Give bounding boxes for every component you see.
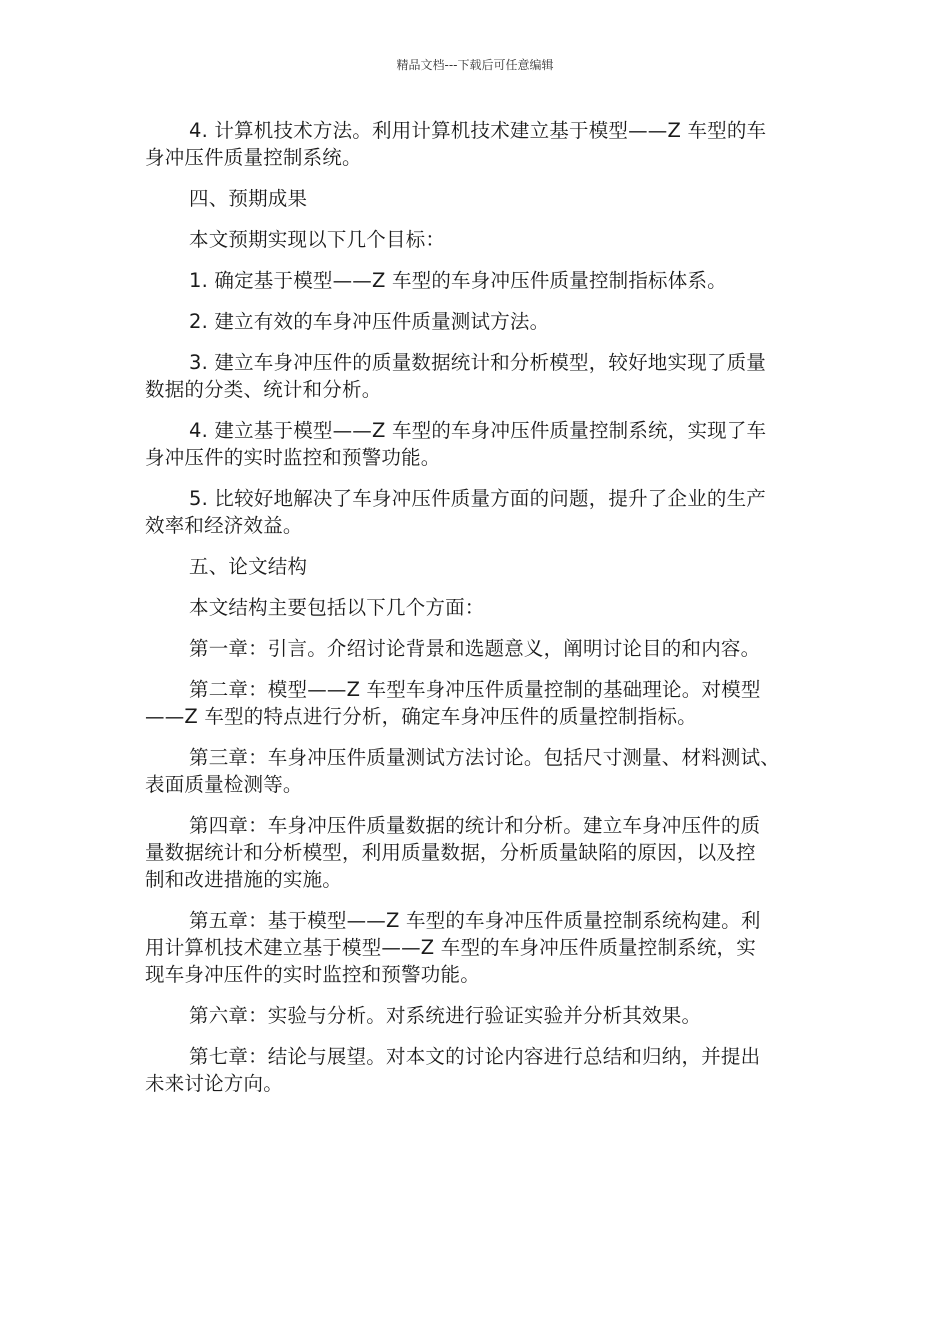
chapter-7: 第七章：结论与展望。对本文的讨论内容进行总结和归纳，并提出 未来讨论方向。 bbox=[145, 1045, 761, 1095]
chapter-4: 第四章：车身冲压件质量数据的统计和分析。建立车身冲压件的质 量数据统计和分析模型，利用质量数据，分析质量缺陷的原因，以及控 制和改进措施的实施。 bbox=[145, 814, 761, 891]
goal-item-5: 5. 比较好地解决了车身冲压件质量方面的问题，提升了企业的生产 效率和经济效益。 bbox=[145, 487, 767, 537]
chapter-3: 第三章：车身冲压件质量测试方法讨论。包括尺寸测量、材料测试、 表面质量检测等。 bbox=[145, 746, 781, 796]
section-heading-expected-results: 四、预期成果 bbox=[189, 187, 308, 210]
paragraph-structure-intro: 本文结构主要包括以下几个方面： bbox=[189, 596, 485, 619]
document-body bbox=[145, 117, 805, 1111]
chapter-5: 第五章：基于模型——Z 车型的车身冲压件质量控制系统构建。利 用计算机技术建立基于模型——Z 车型的车身冲压件质量控制系统，实 现车身冲压件的实时监控和预警功能。 bbox=[145, 909, 761, 986]
goal-item-4: 4. 建立基于模型——Z 车型的车身冲压件质量控制系统，实现了车 身冲压件的实时监控和预警功能。 bbox=[145, 419, 767, 469]
chapter-2: 第二章：模型——Z 车型车身冲压件质量控制的基础理论。对模型 ——Z 车型的特点进行分析，确定车身冲压件的质量控制指标。 bbox=[145, 678, 761, 728]
goal-item-2: 2. 建立有效的车身冲压件质量测试方法。 bbox=[189, 310, 550, 333]
chapter-1: 第一章：引言。介绍讨论背景和选题意义，阐明讨论目的和内容。 bbox=[189, 637, 761, 660]
goal-item-1: 1. 确定基于模型——Z 车型的车身冲压件质量控制指标体系。 bbox=[189, 269, 727, 292]
section-heading-thesis-structure: 五、论文结构 bbox=[189, 555, 308, 578]
page-header: 精品文档---下载后可任意编辑 bbox=[396, 58, 554, 72]
chapter-6: 第六章：实验与分析。对系统进行验证实验并分析其效果。 bbox=[189, 1004, 702, 1027]
paragraph-method-4: 4. 计算机技术方法。利用计算机技术建立基于模型——Z 车型的车 身冲压件质量控制系统。 bbox=[145, 119, 767, 169]
paragraph-goals-intro: 本文预期实现以下几个目标： bbox=[189, 228, 446, 251]
goal-item-3: 3. 建立车身冲压件的质量数据统计和分析模型，较好地实现了质量 数据的分类、统计和分析。 bbox=[145, 351, 767, 401]
